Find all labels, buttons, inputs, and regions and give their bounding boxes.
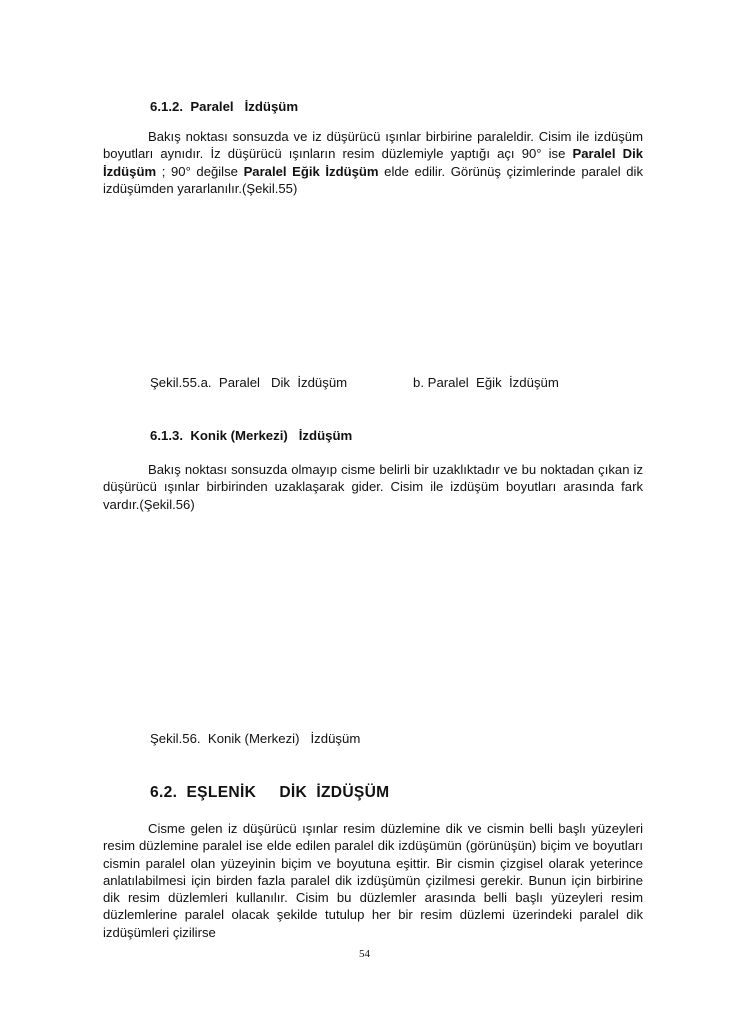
paragraph-text-part2: ; 90° değilse <box>156 163 244 179</box>
paragraph-parallel-projection <box>103 128 643 197</box>
paragraph-conic-projection <box>103 461 643 513</box>
page-number: 54 <box>359 948 370 960</box>
paragraph-text: Bakış noktası sonsuzda olmayıp cisme belirli bir uzaklıktadır ve bu noktadan çıkan iz düşürücü ışınlar birbirinden uzaklaşarak gider. Cisim ile izdüşüm boyutları arasında fark vardır.(Şekil.56) <box>103 462 643 512</box>
figure-55-area <box>103 215 643 365</box>
section-heading-6-2: 6.2. EŞLENİK DİK İZDÜŞÜM <box>150 784 390 801</box>
section-heading-6-1-3: 6.1.3. Konik (Merkezi) İzdüşüm <box>150 428 353 443</box>
paragraph-text-part3: elde edilir. Görünüş çizimlerinde paralel dik izdüşümden yararlanılır.(Şekil.55) <box>103 163 644 196</box>
paragraph-text: Cisme gelen iz düşürücü ışınlar resim düzlemine dik ve cismin belli başlı yüzeyleri resim düzlemine paralel ise elde edilen paralel dik izdüşümün (görünüşün) biçim ve boyutları cismin paralel olan yüzeyinin biçim ve boyutuna eşittir. Bir cismin çizgisel olarak yeterince anlatılabilmesi için birden fazla paralel dik izdüşümün çizilmesi gerekir. Bunun için birbirine dik resim düzlemleri kullanılır. Cisim bu düzlemler arasında belli başlı yüzeyleri resim düzlemlerine paralel olacak şekilde tutulup her bir resim düzlemi üzerindeki paralel dik izdüşümleri çizilirse <box>103 821 643 940</box>
figure-55b-caption: b. Paralel Eğik İzdüşüm <box>413 375 559 390</box>
figure-56-caption: Şekil.56. Konik (Merkezi) İzdüşüm <box>150 731 361 746</box>
paragraph-text-part1: Bakış noktası sonsuzda ve iz düşürücü ışınlar birbirine paraleldir. Cisim ile izdüşüm boyutları aynıdır. İz düşürücü ışınların resim düzlemiyle yaptığı açı 90° ise <box>103 129 643 162</box>
term-paralel-egik-izdusum: Paralel Eğik İzdüşüm <box>243 163 379 179</box>
term-paralel-dik-izdusum: Paralel Dik İzdüşüm <box>103 146 643 179</box>
figure-55a-caption: Şekil.55.a. Paralel Dik İzdüşüm <box>150 375 348 390</box>
paragraph-orthographic-projection <box>103 820 643 941</box>
figure-56-area <box>103 525 643 720</box>
section-heading-6-1-2: 6.1.2. Paralel İzdüşüm <box>150 99 299 114</box>
